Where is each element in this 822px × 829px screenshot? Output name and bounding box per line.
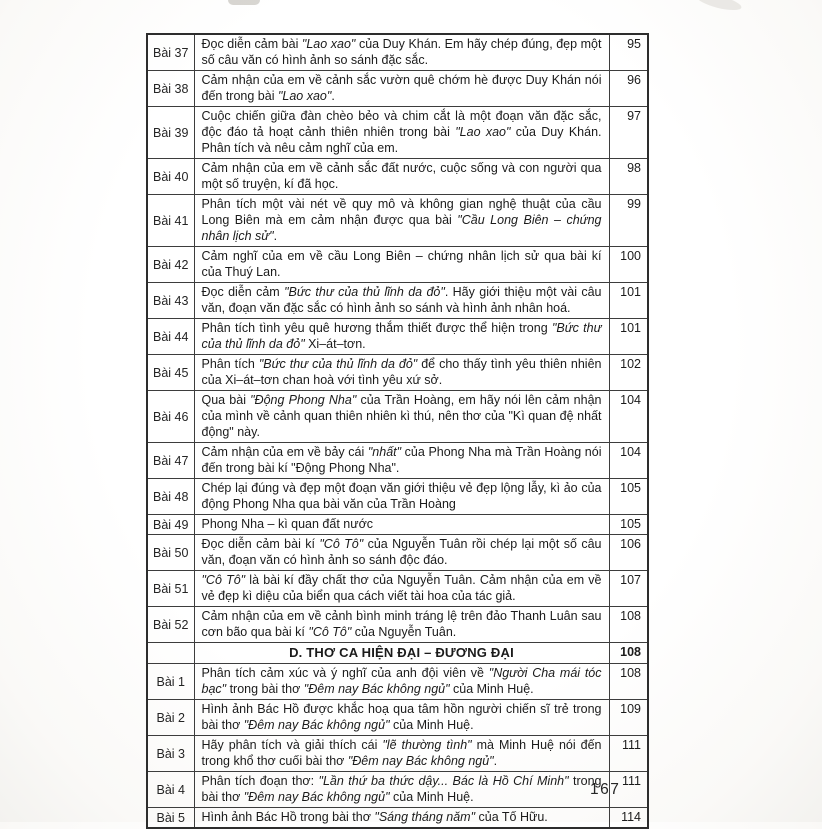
toc-row <box>147 664 648 700</box>
lesson-description <box>194 247 609 283</box>
toc-row <box>147 247 648 283</box>
page-ref: 108 <box>609 607 648 643</box>
page-ref: 108 <box>609 643 648 664</box>
plain-text: Cuộc chiến giữa đàn chèo bẻo và chim cắt là một đoạn văn đặc sắc, độc đáo tả hoạt cảnh thiên nhiên trong bài <box>201 109 602 139</box>
page-ref: 111 <box>609 772 648 808</box>
italic-title-text: "Người Cha mái tóc bạc" <box>201 666 602 696</box>
lesson-label: Bài 52 <box>147 607 194 643</box>
lesson-description <box>194 319 609 355</box>
italic-title-text: "Đêm nay Bác không ngủ" <box>243 790 390 804</box>
lesson-label: Bài 39 <box>147 107 194 159</box>
italic-title-text: "Lần thứ ba thức dậy... Bác là Hồ Chí Minh" <box>318 774 569 788</box>
plain-text: Đọc diễn cảm bài <box>201 37 302 51</box>
lesson-description <box>194 391 609 443</box>
plain-text: của Nguyễn Tuân rồi chép lại một số câu văn, đoạn văn có hình ảnh so sánh độc đáo. <box>201 537 602 567</box>
italic-title-text: "Bức thư của thủ lĩnh da đỏ" <box>284 285 445 299</box>
italic-title-text: "Đêm nay Bác không ngủ" <box>303 682 450 696</box>
italic-title-text: "Sáng tháng năm" <box>374 810 476 824</box>
lesson-description <box>194 479 609 515</box>
page-ref: 109 <box>609 700 648 736</box>
lesson-label: Bài 4 <box>147 772 194 808</box>
lesson-label: Bài 37 <box>147 34 194 71</box>
italic-title-text: "nhất" <box>367 445 402 459</box>
page-ref: 96 <box>609 71 648 107</box>
toc-row <box>147 34 648 71</box>
plain-text: mà Minh Huệ nói đến trong khổ thơ cuối bài thơ <box>201 738 602 768</box>
toc-row <box>147 808 648 829</box>
plain-text: Qua bài <box>201 393 251 407</box>
lesson-description <box>194 607 609 643</box>
plain-text: của Tố Hữu. <box>475 810 548 824</box>
page-ref: 102 <box>609 355 648 391</box>
scan-smudge-top-left <box>228 0 260 5</box>
page-ref: 111 <box>609 736 648 772</box>
italic-title-text: "Lao xao" <box>301 37 356 51</box>
plain-text: là bài kí đầy chất thơ của Nguyễn Tuân. Cảm nhận của em về vẻ đẹp kì diệu của biển qua cách viết tài hoa của tác giả. <box>201 573 602 603</box>
plain-text: của Duy Khán. Phân tích và nêu cảm nghĩ của em. <box>201 125 602 155</box>
lesson-description <box>194 283 609 319</box>
toc-row <box>147 571 648 607</box>
plain-text: Cảm nhận của em về bảy cái <box>201 445 368 459</box>
plain-text: Phân tích một vài nét về quy mô và không gian nghệ thuật của cầu Long Biên mà em cảm nhận được qua bài <box>201 197 602 227</box>
plain-text: Đọc diễn cảm <box>201 285 285 299</box>
lesson-label: Bài 38 <box>147 71 194 107</box>
scan-smudge-top-right <box>695 0 743 13</box>
lesson-description <box>194 107 609 159</box>
italic-title-text: "Cô Tô" <box>319 537 364 551</box>
lesson-label: Bài 1 <box>147 664 194 700</box>
italic-title-text: "Động Phong Nha" <box>250 393 357 407</box>
plain-text: của Trần Hoàng, em hãy nói lên cảm nhận của mình về cảnh quan thiên nhiên kì thú, nên thơ của "Kì quan đệ nhất động" này. <box>201 393 602 439</box>
plain-text: của Duy Khán. Em hãy chép đúng, đẹp một số câu văn có hình ảnh so sánh đặc sắc. <box>201 37 602 67</box>
toc-row <box>147 319 648 355</box>
page-ref: 97 <box>609 107 648 159</box>
toc-body <box>147 34 648 828</box>
lesson-label: Bài 46 <box>147 391 194 443</box>
italic-title-text: "Đêm nay Bác không ngủ" <box>243 718 390 732</box>
lesson-description <box>194 571 609 607</box>
italic-title-text: "Lao xao" <box>277 89 332 103</box>
toc-row <box>147 195 648 247</box>
lesson-label: Bài 50 <box>147 535 194 571</box>
lesson-label: Bài 45 <box>147 355 194 391</box>
toc-row <box>147 515 648 535</box>
lesson-description <box>194 700 609 736</box>
page-ref: 95 <box>609 34 648 71</box>
plain-text: . <box>331 89 335 103</box>
lesson-label: Bài 3 <box>147 736 194 772</box>
plain-text: D. THƠ CA HIỆN ĐẠI – ĐƯƠNG ĐẠI <box>289 645 514 660</box>
toc-row <box>147 736 648 772</box>
page-ref: 105 <box>609 515 648 535</box>
plain-text: Hình ảnh Bác Hồ được khắc hoạ qua tâm hồn người chiến sĩ trẻ trong bài thơ <box>201 702 602 732</box>
toc-row <box>147 283 648 319</box>
lesson-label: Bài 40 <box>147 159 194 195</box>
lesson-description <box>194 535 609 571</box>
page-ref: 98 <box>609 159 648 195</box>
plain-text: của Minh Huệ. <box>449 682 534 696</box>
plain-text: Hãy phân tích và giải thích cái <box>201 738 383 752</box>
page-ref: 101 <box>609 319 648 355</box>
toc-row <box>147 700 648 736</box>
lesson-label: Bài 44 <box>147 319 194 355</box>
toc-row <box>147 391 648 443</box>
lesson-description <box>194 355 609 391</box>
lesson-label: Bài 47 <box>147 443 194 479</box>
footer-page-number: 167 <box>590 781 621 798</box>
lesson-label: Bài 48 <box>147 479 194 515</box>
plain-text: trong bài thơ <box>226 682 304 696</box>
italic-title-text: "lẽ thường tình" <box>382 738 472 752</box>
italic-title-text: "Cô Tô" <box>201 573 246 587</box>
plain-text: Cảm nhận của em về cảnh bình minh tráng lệ trên đảo Thanh Luân sau cơn bão qua bài kí <box>201 609 602 639</box>
page-ref: 100 <box>609 247 648 283</box>
toc-row <box>147 535 648 571</box>
plain-text: Xi–át–tơn. <box>304 337 366 351</box>
lesson-label: Bài 41 <box>147 195 194 247</box>
lesson-description <box>194 736 609 772</box>
plain-text: Phân tích tình yêu quê hương thắm thiết được thể hiện trong <box>201 321 552 335</box>
italic-title-text: "Bức thư của thủ lĩnh da đỏ" <box>201 321 602 351</box>
plain-text: . <box>273 229 278 243</box>
toc-row <box>147 772 648 808</box>
toc-row <box>147 479 648 515</box>
italic-title-text: "Cầu Long Biên – chứng nhân lịch sử" <box>201 213 602 243</box>
toc-section-row <box>147 643 648 664</box>
section-title <box>194 643 609 664</box>
plain-text: Phân tích cảm xúc và ý nghĩ của anh đội viên về <box>201 666 489 680</box>
page-ref: 104 <box>609 391 648 443</box>
italic-title-text: "Cô Tô" <box>308 625 352 639</box>
plain-text: Chép lại đúng và đẹp một đoạn văn giới thiệu vẻ đẹp lộng lẫy, kì ảo của động Phong Nha qua bài văn của Trần Hoàng <box>201 481 602 511</box>
plain-text: của Nguyễn Tuân. <box>351 625 457 639</box>
lesson-label: Bài 5 <box>147 808 194 829</box>
plain-text: của Minh Huệ. <box>389 718 474 732</box>
lesson-description <box>194 443 609 479</box>
lesson-label: Bài 51 <box>147 571 194 607</box>
plain-text: Cảm nhận của em về cảnh sắc vườn quê chớm hè được Duy Khán nói đến trong bài <box>201 73 602 103</box>
plain-text: của Phong Nha mà Trần Hoàng nói đến trong bài kí "Động Phong Nha". <box>201 445 602 475</box>
toc-row <box>147 71 648 107</box>
plain-text: Cảm nhận của em về cảnh sắc đất nước, cuộc sống và con người qua một số truyện, kí đã học. <box>201 161 602 191</box>
lesson-description <box>194 515 609 535</box>
table-of-contents <box>146 33 649 829</box>
plain-text: Đọc diễn cảm bài kí <box>201 537 320 551</box>
italic-title-text: "Lao xao" <box>455 125 511 139</box>
page-ref: 114 <box>609 808 648 829</box>
plain-text: của Minh Huệ. <box>389 790 474 804</box>
lesson-description <box>194 808 609 829</box>
page-ref: 99 <box>609 195 648 247</box>
plain-text: trong bài thơ <box>201 774 602 804</box>
toc-row <box>147 607 648 643</box>
plain-text: Phong Nha – kì quan đất nước <box>201 517 374 531</box>
plain-text: Cảm nghĩ của em về cầu Long Biên – chứng nhân lịch sử qua bài kí của Thuý Lan. <box>201 249 602 279</box>
lesson-label <box>147 643 194 664</box>
lesson-description <box>194 71 609 107</box>
plain-text: Hình ảnh Bác Hồ trong bài thơ <box>201 810 375 824</box>
toc-row <box>147 159 648 195</box>
page-ref: 101 <box>609 283 648 319</box>
lesson-description <box>194 34 609 71</box>
plain-text: . <box>493 754 498 768</box>
plain-text: Phân tích đoạn thơ: <box>201 774 319 788</box>
page-ref: 107 <box>609 571 648 607</box>
italic-title-text: "Đêm nay Bác không ngủ" <box>347 754 494 768</box>
page-ref: 105 <box>609 479 648 515</box>
lesson-label: Bài 49 <box>147 515 194 535</box>
toc-row <box>147 355 648 391</box>
lesson-label: Bài 42 <box>147 247 194 283</box>
page-ref: 106 <box>609 535 648 571</box>
lesson-description <box>194 159 609 195</box>
italic-title-text: "Bức thư của thủ lĩnh da đỏ" <box>258 357 418 371</box>
page-ref: 104 <box>609 443 648 479</box>
plain-text: . Hãy giới thiệu một vài câu văn, đoạn văn đặc sắc có hình ảnh so sánh và hình ảnh nhân hoá. <box>201 285 602 315</box>
toc-row <box>147 443 648 479</box>
lesson-description <box>194 772 609 808</box>
plain-text: để cho thấy tình yêu thiên nhiên của Xi–át–tơn chan hoà với tình yêu xứ sở. <box>201 357 602 387</box>
lesson-label: Bài 43 <box>147 283 194 319</box>
page-ref: 108 <box>609 664 648 700</box>
plain-text: Phân tích <box>201 357 259 371</box>
lesson-description <box>194 195 609 247</box>
lesson-label: Bài 2 <box>147 700 194 736</box>
lesson-description <box>194 664 609 700</box>
toc-row <box>147 107 648 159</box>
